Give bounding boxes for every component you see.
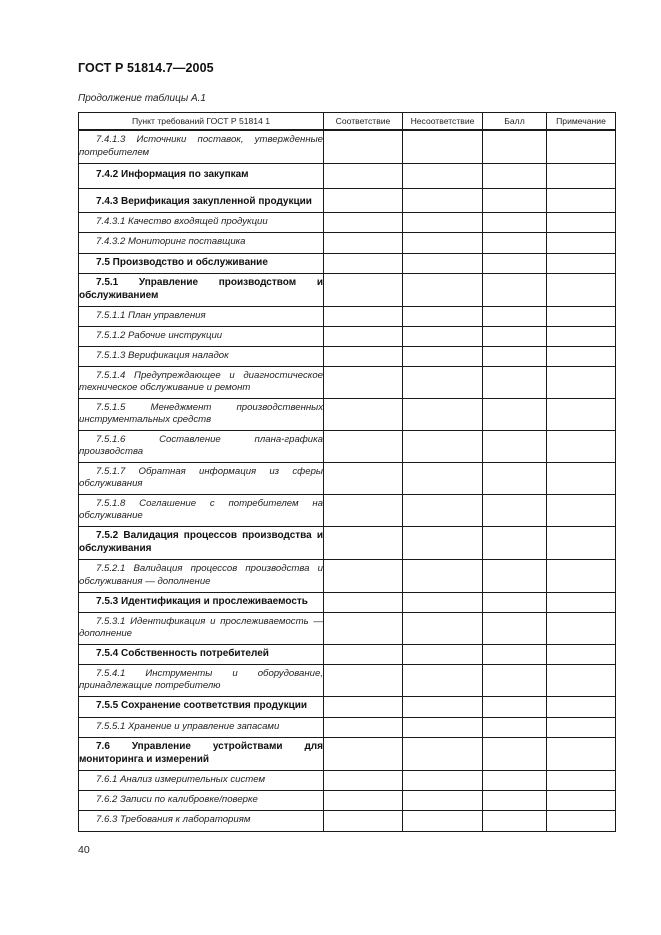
nonconformity-cell: [403, 326, 483, 346]
nonconformity-cell: [403, 188, 483, 212]
section-heading-cell: [79, 696, 324, 717]
column-header-requirement: Пункт требований ГОСТ Р 51814 1: [79, 113, 324, 131]
nonconformity-cell: [403, 273, 483, 306]
nonconformity-cell: [403, 770, 483, 790]
nonconformity-cell: [403, 253, 483, 273]
note-cell: [547, 592, 616, 612]
requirement-cell: [79, 326, 324, 346]
note-cell: [547, 430, 616, 462]
nonconformity-cell: [403, 559, 483, 592]
requirement-text: 7.5.1.6 Составление плана-графика производства: [79, 433, 323, 457]
table-row: [79, 737, 616, 770]
table-row: [79, 306, 616, 326]
section-heading-text: 7.5 Производство и обслуживание: [96, 256, 268, 268]
requirements-table: [78, 112, 616, 832]
note-cell: [547, 526, 616, 559]
table-row: [79, 612, 616, 644]
table-row: [79, 462, 616, 494]
requirement-text: 7.5.1.2 Рабочие инструкции: [96, 329, 223, 341]
conformity-cell: [324, 810, 403, 831]
column-header-conformity: Соответствие: [324, 113, 403, 131]
requirement-cell: [79, 346, 324, 366]
conformity-cell: [324, 306, 403, 326]
conformity-cell: [324, 644, 403, 664]
requirement-text: 7.5.1.4 Предупреждающее и диагностическое техническое обслуживание и ремонт: [79, 369, 323, 393]
requirement-text: 7.5.1.8 Соглашение с потребителем на обслуживание: [79, 497, 323, 521]
nonconformity-cell: [403, 526, 483, 559]
note-cell: [547, 163, 616, 188]
nonconformity-cell: [403, 163, 483, 188]
conformity-cell: [324, 366, 403, 398]
requirement-cell: [79, 430, 324, 462]
score-cell: [483, 366, 547, 398]
note-cell: [547, 273, 616, 306]
nonconformity-cell: [403, 790, 483, 810]
score-cell: [483, 326, 547, 346]
score-cell: [483, 462, 547, 494]
requirement-text: 7.6.2 Записи по калибровке/поверке: [96, 793, 258, 805]
note-cell: [547, 664, 616, 696]
document-title: ГОСТ Р 51814.7—2005: [78, 61, 214, 75]
note-cell: [547, 212, 616, 232]
score-cell: [483, 526, 547, 559]
score-cell: [483, 644, 547, 664]
note-cell: [547, 462, 616, 494]
table-row: [79, 526, 616, 559]
nonconformity-cell: [403, 212, 483, 232]
table-row: [79, 273, 616, 306]
score-cell: [483, 188, 547, 212]
section-heading-text: 7.4.3 Верификация закупленной продукции: [96, 196, 312, 207]
conformity-cell: [324, 559, 403, 592]
note-cell: [547, 398, 616, 430]
table-row: [79, 366, 616, 398]
note-cell: [547, 494, 616, 526]
column-header-score: Балл: [483, 113, 547, 131]
table-row: [79, 253, 616, 273]
score-cell: [483, 130, 547, 163]
conformity-cell: [324, 790, 403, 810]
conformity-cell: [324, 592, 403, 612]
requirement-text: 7.4.3.2 Мониторинг поставщика: [96, 236, 246, 248]
requirement-cell: [79, 212, 324, 232]
nonconformity-cell: [403, 664, 483, 696]
requirement-text: 7.5.4.1 Инструменты и оборудование, принадлежащие потребителю: [79, 667, 323, 691]
table-row: [79, 232, 616, 253]
requirement-cell: [79, 494, 324, 526]
table-row: [79, 644, 616, 664]
conformity-cell: [324, 612, 403, 644]
section-heading-text: 7.5.3 Идентификация и прослеживаемость: [96, 595, 308, 607]
table-row: [79, 717, 616, 737]
nonconformity-cell: [403, 592, 483, 612]
note-cell: [547, 770, 616, 790]
section-heading-text: 7.5.1 Управление производством и обслуживанием: [79, 277, 323, 301]
conformity-cell: [324, 737, 403, 770]
column-header-nonconformity: Несоответствие: [403, 113, 483, 131]
table-row: [79, 696, 616, 717]
score-cell: [483, 559, 547, 592]
section-heading-cell: [79, 188, 324, 212]
conformity-cell: [324, 526, 403, 559]
requirement-text: 7.5.2.1 Валидация процессов производства и обслуживания — дополнение: [79, 563, 323, 587]
conformity-cell: [324, 326, 403, 346]
table-row: [79, 592, 616, 612]
section-heading-cell: [79, 592, 324, 612]
nonconformity-cell: [403, 717, 483, 737]
conformity-cell: [324, 430, 403, 462]
conformity-cell: [324, 212, 403, 232]
table-row: [79, 810, 616, 831]
table-row: [79, 770, 616, 790]
table-header-row: [79, 113, 616, 131]
score-cell: [483, 163, 547, 188]
score-cell: [483, 232, 547, 253]
score-cell: [483, 737, 547, 770]
score-cell: [483, 717, 547, 737]
nonconformity-cell: [403, 306, 483, 326]
score-cell: [483, 592, 547, 612]
note-cell: [547, 717, 616, 737]
note-cell: [547, 737, 616, 770]
note-cell: [547, 346, 616, 366]
score-cell: [483, 212, 547, 232]
note-cell: [547, 696, 616, 717]
score-cell: [483, 810, 547, 831]
note-cell: [547, 790, 616, 810]
column-header-note: Примечание: [547, 113, 616, 131]
nonconformity-cell: [403, 130, 483, 163]
note-cell: [547, 366, 616, 398]
nonconformity-cell: [403, 737, 483, 770]
score-cell: [483, 253, 547, 273]
table-row: [79, 790, 616, 810]
note-cell: [547, 810, 616, 831]
requirement-cell: [79, 612, 324, 644]
table-body: [79, 130, 616, 831]
nonconformity-cell: [403, 346, 483, 366]
requirement-text: 7.4.3.1 Качество входящей продукции: [96, 215, 268, 227]
conformity-cell: [324, 717, 403, 737]
conformity-cell: [324, 664, 403, 696]
table-row: [79, 212, 616, 232]
requirement-cell: [79, 366, 324, 398]
table-row: [79, 494, 616, 526]
requirement-cell: [79, 130, 324, 163]
section-heading-cell: [79, 273, 324, 306]
conformity-cell: [324, 130, 403, 163]
score-cell: [483, 398, 547, 430]
requirement-text: 7.6.1 Анализ измерительных систем: [96, 773, 266, 785]
score-cell: [483, 696, 547, 717]
section-heading-text: 7.4.2 Информация по закупкам: [96, 169, 249, 181]
conformity-cell: [324, 232, 403, 253]
nonconformity-cell: [403, 644, 483, 664]
score-cell: [483, 612, 547, 644]
conformity-cell: [324, 462, 403, 494]
nonconformity-cell: [403, 810, 483, 831]
requirement-cell: [79, 559, 324, 592]
nonconformity-cell: [403, 398, 483, 430]
requirement-cell: [79, 790, 324, 810]
section-heading-text: 7.6 Управление устройствами для мониторинга и измерений: [79, 741, 323, 765]
requirement-cell: [79, 717, 324, 737]
section-heading-cell: [79, 253, 324, 273]
table-row: [79, 326, 616, 346]
table-row: [79, 130, 616, 163]
table-caption: Продолжение таблицы А.1: [78, 93, 206, 104]
requirement-cell: [79, 232, 324, 253]
nonconformity-cell: [403, 232, 483, 253]
nonconformity-cell: [403, 612, 483, 644]
conformity-cell: [324, 188, 403, 212]
section-heading-cell: [79, 163, 324, 188]
table-row: [79, 398, 616, 430]
requirement-cell: [79, 770, 324, 790]
requirement-cell: [79, 462, 324, 494]
table-row: [79, 559, 616, 592]
score-cell: [483, 273, 547, 306]
nonconformity-cell: [403, 462, 483, 494]
score-cell: [483, 494, 547, 526]
note-cell: [547, 253, 616, 273]
requirement-text: 7.5.3.1 Идентификация и прослеживаемость — дополнение: [79, 615, 323, 639]
requirement-text: 7.5.5.1 Хранение и управление запасами: [96, 720, 280, 732]
section-heading-cell: [79, 644, 324, 664]
score-cell: [483, 430, 547, 462]
section-heading-text: 7.5.4 Собственность потребителей: [96, 647, 269, 659]
note-cell: [547, 644, 616, 664]
section-heading-text: 7.5.5 Сохранение соответствия продукции: [96, 700, 308, 712]
note-cell: [547, 612, 616, 644]
page-number: 40: [78, 844, 90, 856]
conformity-cell: [324, 163, 403, 188]
requirement-cell: [79, 398, 324, 430]
score-cell: [483, 770, 547, 790]
requirement-text: 7.5.1.5 Менеджмент производственных инструментальных средств: [79, 401, 323, 425]
requirement-text: 7.5.1.3 Верификация наладок: [96, 349, 229, 361]
requirement-text: 7.4.1.3 Источники поставок, утвержденные потребителем: [79, 134, 323, 158]
conformity-cell: [324, 253, 403, 273]
section-heading-cell: [79, 737, 324, 770]
requirement-text: 7.6.3 Требования к лабораториям: [96, 814, 251, 826]
note-cell: [547, 326, 616, 346]
note-cell: [547, 232, 616, 253]
conformity-cell: [324, 346, 403, 366]
conformity-cell: [324, 398, 403, 430]
note-cell: [547, 559, 616, 592]
nonconformity-cell: [403, 494, 483, 526]
nonconformity-cell: [403, 366, 483, 398]
score-cell: [483, 664, 547, 696]
conformity-cell: [324, 494, 403, 526]
section-heading-cell: [79, 526, 324, 559]
requirement-text: 7.5.1.7 Обратная информация из сферы обслуживания: [79, 465, 323, 489]
score-cell: [483, 306, 547, 326]
requirement-cell: [79, 810, 324, 831]
table-row: [79, 430, 616, 462]
note-cell: [547, 306, 616, 326]
conformity-cell: [324, 696, 403, 717]
conformity-cell: [324, 273, 403, 306]
note-cell: [547, 188, 616, 212]
nonconformity-cell: [403, 696, 483, 717]
score-cell: [483, 790, 547, 810]
requirement-cell: [79, 306, 324, 326]
section-heading-text: 7.5.2 Валидация процессов производства и обслуживания: [79, 530, 323, 554]
requirement-cell: [79, 664, 324, 696]
table-row: [79, 188, 616, 212]
table-row: [79, 163, 616, 188]
nonconformity-cell: [403, 430, 483, 462]
table-row: [79, 664, 616, 696]
note-cell: [547, 130, 616, 163]
requirement-text: 7.5.1.1 План управления: [96, 309, 206, 321]
table-row: [79, 346, 616, 366]
conformity-cell: [324, 770, 403, 790]
score-cell: [483, 346, 547, 366]
